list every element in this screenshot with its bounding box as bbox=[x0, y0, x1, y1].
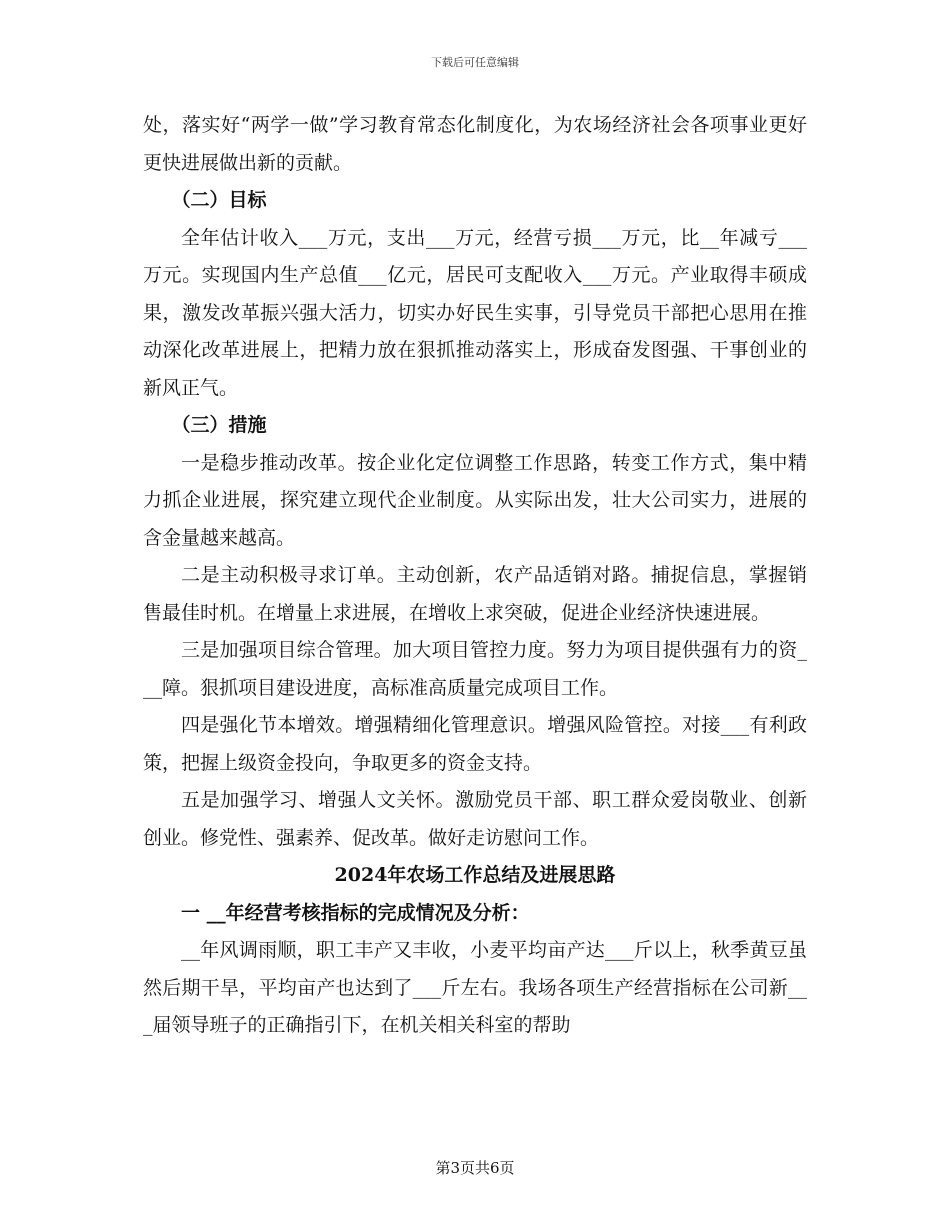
section-heading-measures: （三）措施 bbox=[171, 414, 267, 436]
page-header: 下载后可任意编辑 bbox=[431, 56, 519, 69]
paragraph-measure-3: 三是加强项目综合管理。加大项目管控力度。努力为项目提供强有力的资___障。狠抓项目建设进度，高标准高质量完成项目工作。 bbox=[143, 639, 807, 699]
paragraph-measure-5: 五是加强学习、增强人文关怀。激励党员干部、职工群众爱岗敬业、创新创业。修党性、强素养、促改革。做好走访慰问工作。 bbox=[143, 789, 807, 849]
paragraph-goals: 全年估计收入___万元，支出___万元，经营亏损___万元，比__年减亏___万元。实现国内生产总值___亿元，居民可支配收入___万元。产业取得丰硕成果，激发改革振兴强大活力，切实办好民生实事，引导党员干部把心思用在推动深化改革进展上，把精力放在狠抓推动落实上，形成奋发图强、干事创业的新风正气。 bbox=[143, 226, 807, 399]
section-heading-goals: （二）目标 bbox=[171, 189, 267, 211]
document-title: 2024年农场工作总结及进展思路 bbox=[334, 864, 616, 886]
paragraph-measure-4: 四是强化节本增效。增强精细化管理意识。增强风险管控。对接___有利政策，把握上级资金投向，争取更多的资金支持。 bbox=[143, 714, 807, 774]
paragraph-continuation: 处，落实好“两学一做”学习教育常态化制度化，为农场经济社会各项事业更好更快进展做出新的贡献。 bbox=[143, 114, 807, 174]
page-number: 第3页共6页 bbox=[435, 1159, 515, 1177]
paragraph-indicators: __年风调雨顺，职工丰产又丰收，小麦平均亩产达___斤以上，秋季黄豆虽然后期干旱，平均亩产也达到了___斤左右。我场各项生产经营指标在公司新___届领导班子的正确指引下，在机关相关科室的帮助 bbox=[143, 939, 807, 1036]
document-body bbox=[143, 107, 807, 1045]
section-heading-indicators: 一 __年经营考核指标的完成情况及分析： bbox=[181, 901, 530, 924]
paragraph-measure-1: 一是稳步推动改革。按企业化定位调整工作思路，转变工作方式，集中精力抓企业进展，探究建立现代企业制度。从实际出发，壮大公司实力，进展的含金量越来越高。 bbox=[143, 451, 807, 549]
paragraph-measure-2: 二是主动积极寻求订单。主动创新，农产品适销对路。捕捉信息，掌握销售最佳时机。在增量上求进展，在增收上求突破，促进企业经济快速进展。 bbox=[143, 564, 807, 624]
